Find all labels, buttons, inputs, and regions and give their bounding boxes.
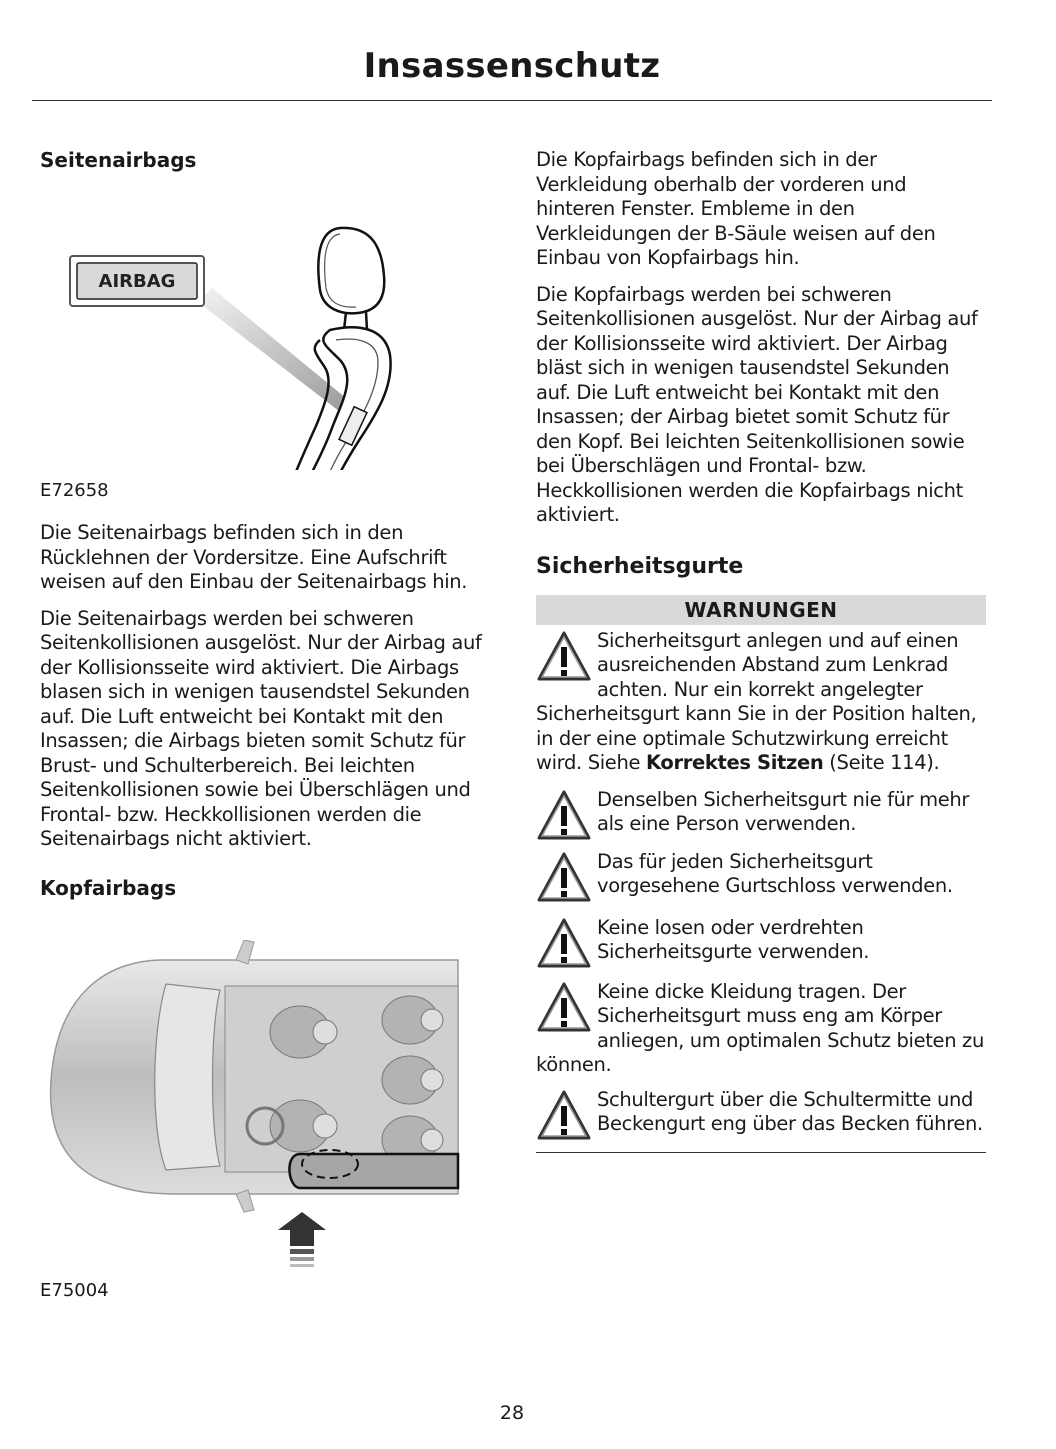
warning-6-text: Schultergurt über die Schultermitte und Beckengurt eng über das Becken führen. bbox=[597, 1087, 983, 1135]
windshield bbox=[155, 984, 220, 1170]
warning-triangle-icon bbox=[536, 980, 592, 1036]
seat-airbag-illustration bbox=[40, 180, 460, 470]
warning-triangle-icon bbox=[536, 788, 592, 844]
warnings-bottom-divider bbox=[536, 1152, 986, 1153]
side-airbags-heading: Seitenairbags bbox=[40, 148, 197, 172]
warning-triangle-icon bbox=[536, 629, 592, 685]
figure-code-e72658: E72658 bbox=[40, 480, 109, 501]
warning-1 bbox=[536, 629, 986, 776]
warning-4-text: Keine losen oder verdrehten Sicherheitsgurte verwenden. bbox=[597, 915, 870, 963]
warning-3 bbox=[536, 850, 986, 906]
right-column bbox=[536, 148, 986, 1153]
warning-1-link[interactable]: Korrektes Sitzen bbox=[645, 751, 824, 774]
curtain-airbag bbox=[289, 1154, 458, 1188]
car-topview-illustration bbox=[40, 940, 460, 1270]
airbag-label-text: AIRBAG bbox=[98, 271, 176, 292]
warning-3-text: Das für jeden Sicherheitsgurt vorgesehene Gurtschloss verwenden. bbox=[597, 849, 953, 897]
warning-triangle-icon bbox=[536, 1088, 592, 1144]
page-number: 28 bbox=[499, 1402, 525, 1424]
warning-5-text: Keine dicke Kleidung tragen. Der Sicherheitsgurt muss eng am Körper anliegen, um optimalen Schutz bieten zu können. bbox=[536, 979, 984, 1076]
title-divider bbox=[32, 100, 992, 101]
warning-2 bbox=[536, 788, 986, 844]
impact-arrow-icon bbox=[278, 1212, 326, 1246]
seatbelts-heading: Sicherheitsgurte bbox=[536, 553, 744, 579]
warning-triangle-icon bbox=[536, 850, 592, 906]
warning-6 bbox=[536, 1088, 986, 1144]
warning-4 bbox=[536, 916, 986, 972]
left-column bbox=[40, 148, 490, 1301]
warning-triangle-icon bbox=[536, 916, 592, 972]
headrest bbox=[318, 228, 384, 313]
warning-2-text: Denselben Sicherheitsgurt nie für mehr als eine Person verwenden. bbox=[597, 787, 970, 835]
curtain-airbag-figure bbox=[40, 940, 460, 1270]
warning-1-text: Sicherheitsgurt anlegen und auf einen ausreichenden Abstand zum Lenkrad achten. Nur ein korrekt angelegter Sicherheitsgurt kann Sie in der Position halten, in der eine optimale Schutzwirkung erreicht wird. Siehe bbox=[536, 628, 977, 774]
warnings-banner: WARNUNGEN bbox=[536, 595, 986, 625]
side-airbag-figure bbox=[40, 180, 460, 470]
curtain-airbags-heading: Kopfairbags bbox=[40, 875, 177, 900]
side-airbags-para2: Die Seitenairbags werden bei schweren Seitenkollisionen ausgelöst. Nur der Airbag auf der Kollisionsseite wird aktiviert. Die Airbags blasen sich in wenigen tausendstel Sekunden auf. Die Luft entweicht bei Kontakt mit den Insassen; die Airbags bieten somit Schutz für Brust- und Schulterbereich. Bei leichten Seitenkollisionen sowie bei Überschlägen und Frontal- bzw. Heckkollisionen werden die Seitenairbags nicht aktiviert. bbox=[40, 606, 482, 850]
warning-1-page: (Seite 114). bbox=[829, 751, 940, 774]
curtain-airbags-para2: Die Kopfairbags werden bei schweren Seitenkollisionen ausgelöst. Nur der Airbag auf der Kollisionsseite wird aktiviert. Der Airbag bläst sich in wenigen tausendstel Sekunden auf. Die Luft entweicht bei Kontakt mit den Insassen; der Airbag bietet somit Schutz für den Kopf. Bei leichten Seitenkollisionen sowie bei Überschlägen und Frontal- bzw. Heckkollisionen werden die Kopfairbags nicht aktiviert. bbox=[536, 282, 978, 526]
curtain-airbags-para1: Die Kopfairbags befinden sich in der Verkleidung oberhalb der vorderen und hinteren Fenster. Embleme in den Verkleidungen der B-Säule weisen auf den Einbau von Kopfairbags hin. bbox=[536, 148, 936, 269]
warning-5 bbox=[536, 980, 986, 1078]
side-airbags-para1: Die Seitenairbags befinden sich in den Rücklehnen der Vordersitze. Eine Aufschrift weisen auf den Einbau der Seitenairbags hin. bbox=[40, 521, 468, 593]
figure-code-e75004: E75004 bbox=[40, 1279, 109, 1301]
page-title: Insassenschutz bbox=[363, 46, 661, 86]
